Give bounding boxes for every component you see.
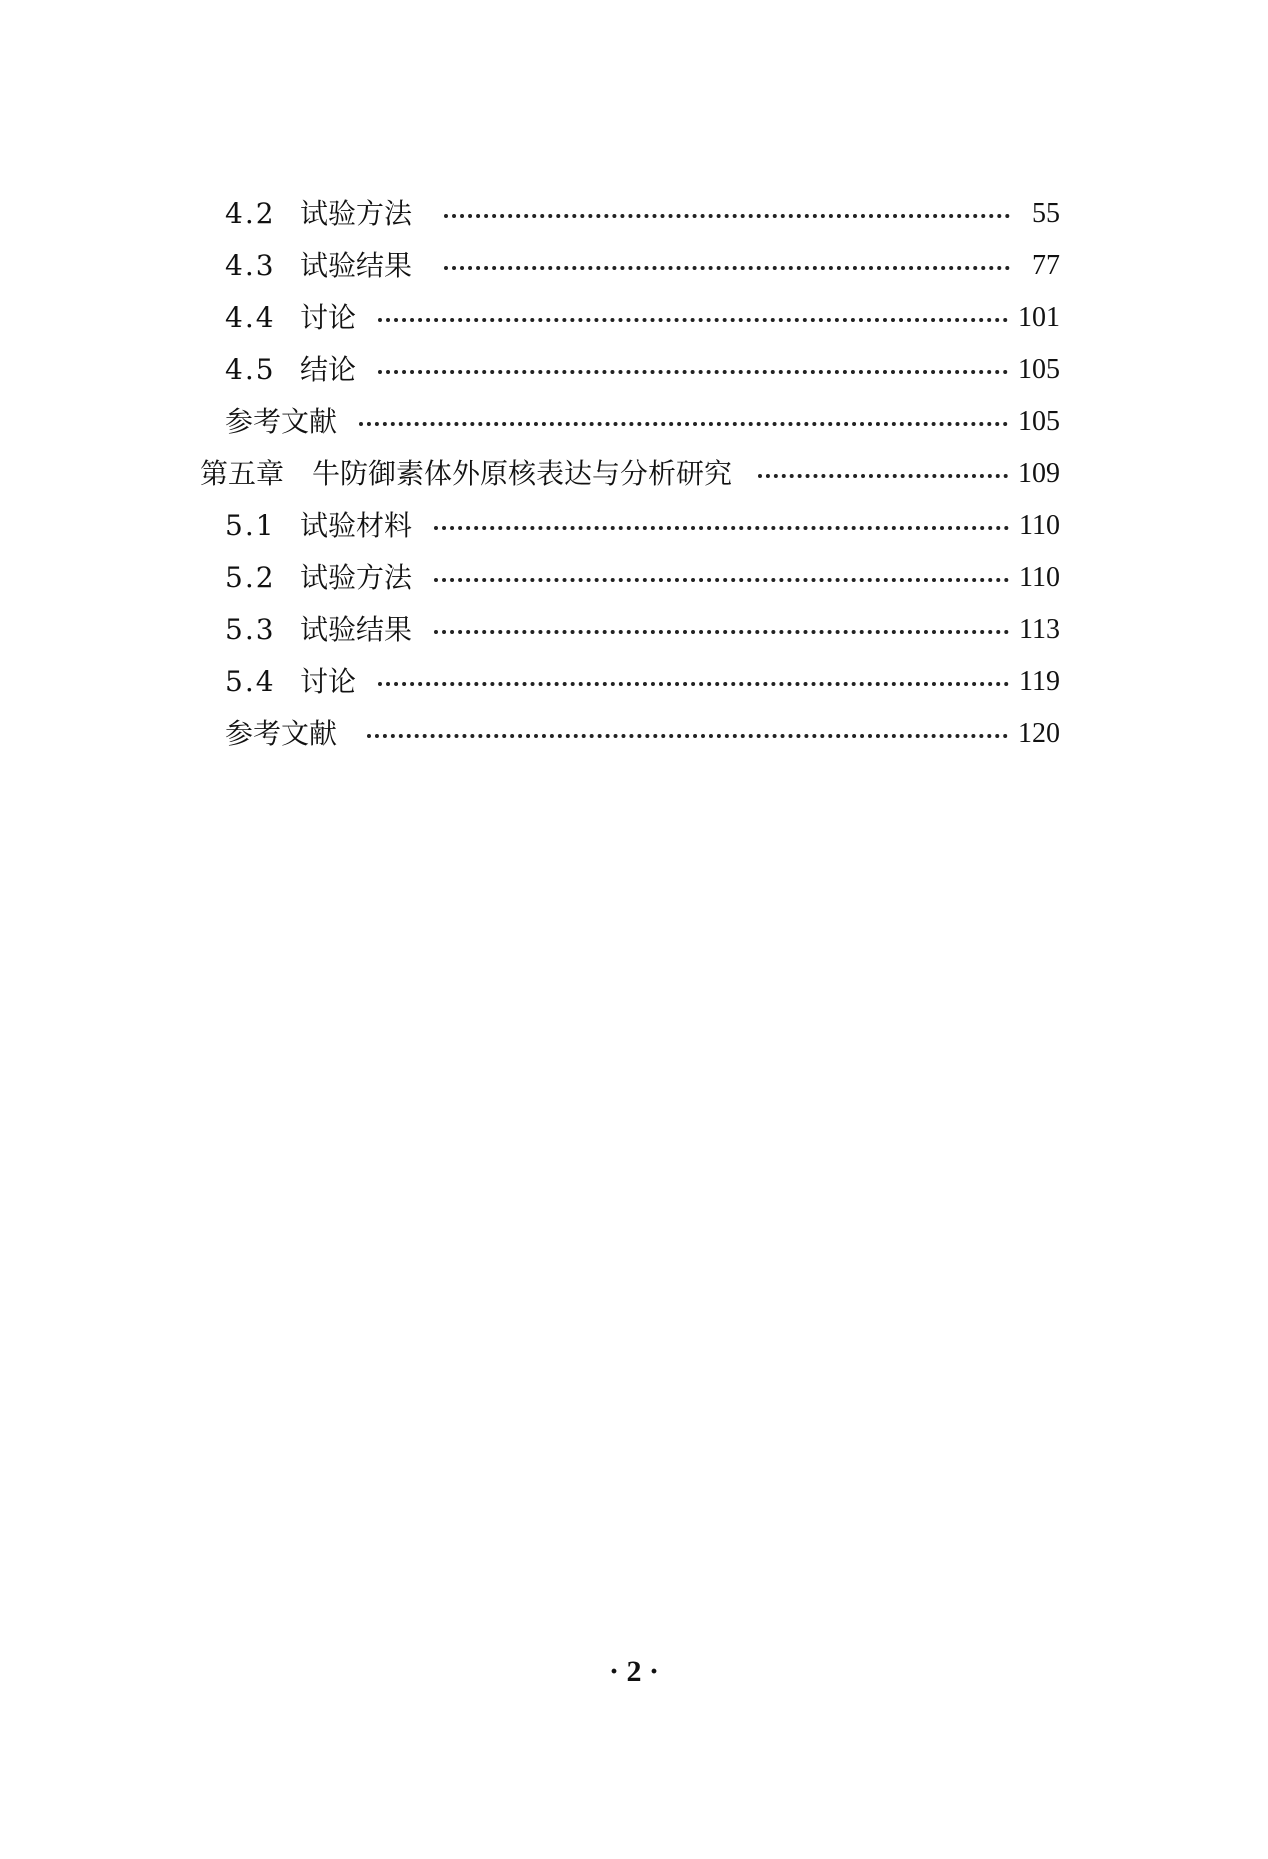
toc-entry-page: 120: [1018, 718, 1060, 749]
toc-chapter-label: 第五章: [200, 457, 285, 490]
toc-entry-page: 101: [1018, 302, 1060, 333]
toc-entry-page: 109: [1018, 458, 1060, 489]
toc-entry-title: 讨论: [300, 665, 357, 698]
dot-leader: [444, 266, 1010, 270]
toc-entry-number: 5.2: [225, 561, 276, 594]
toc-entry-page: 105: [1018, 406, 1060, 437]
toc-entry-page: 77: [1032, 250, 1060, 281]
toc-entry-page: 55: [1032, 198, 1060, 229]
toc-entry-title: 试验方法: [300, 561, 413, 594]
toc-entry-title: 参考文献: [225, 717, 338, 750]
toc-entry-number: 5.3: [225, 613, 276, 646]
toc-entry-4-5: [225, 350, 1060, 390]
toc-entry-title: 试验材料: [300, 509, 413, 542]
toc-entry-4-3: [225, 246, 1060, 286]
toc-entry-number: 4.5: [225, 353, 276, 386]
toc-entry-page: 110: [1019, 562, 1060, 593]
toc-entry-5-3: [225, 610, 1060, 650]
dot-leader: [434, 526, 1009, 530]
dot-leader: [434, 630, 1009, 634]
toc-entry-4-4: [225, 298, 1060, 338]
dot-leader: [758, 474, 1008, 478]
dot-leader: [378, 682, 1009, 686]
toc-entry-number: 4.4: [225, 301, 276, 334]
toc-entry-number: 5.1: [225, 509, 276, 542]
toc-entry-5-1: [225, 506, 1060, 546]
toc-entry-page: 113: [1019, 614, 1060, 645]
dot-leader: [378, 370, 1008, 374]
toc-entry-page: 105: [1018, 354, 1060, 385]
toc-entry-title: 牛防御素体外原核表达与分析研究: [312, 457, 733, 490]
dot-leader: [378, 318, 1008, 322]
toc-entry-references-4: [225, 402, 1060, 442]
toc-entry-title: 试验结果: [300, 249, 413, 282]
toc-entry-page: 119: [1019, 666, 1060, 697]
dot-leader: [359, 422, 1008, 426]
dot-leader: [444, 214, 1010, 218]
table-of-contents: [0, 0, 1268, 800]
toc-entry-references-5: [225, 714, 1060, 754]
toc-entry-chapter-5: [200, 454, 1060, 494]
toc-entry-number: 4.2: [225, 197, 276, 230]
toc-entry-4-2: [225, 194, 1060, 234]
toc-entry-title: 讨论: [300, 301, 357, 334]
toc-entry-5-2: [225, 558, 1060, 598]
toc-entry-title: 结论: [300, 353, 357, 386]
toc-entry-title: 参考文献: [225, 405, 338, 438]
toc-entry-title: 试验方法: [300, 197, 413, 230]
toc-entry-5-4: [225, 662, 1060, 702]
dot-leader: [434, 578, 1009, 582]
toc-entry-page: 110: [1019, 510, 1060, 541]
toc-entry-number: 4.3: [225, 249, 276, 282]
toc-entry-number: 5.4: [225, 665, 276, 698]
page-number: · 2 ·: [608, 1655, 659, 1688]
toc-entry-title: 试验结果: [300, 613, 413, 646]
dot-leader: [367, 734, 1008, 738]
